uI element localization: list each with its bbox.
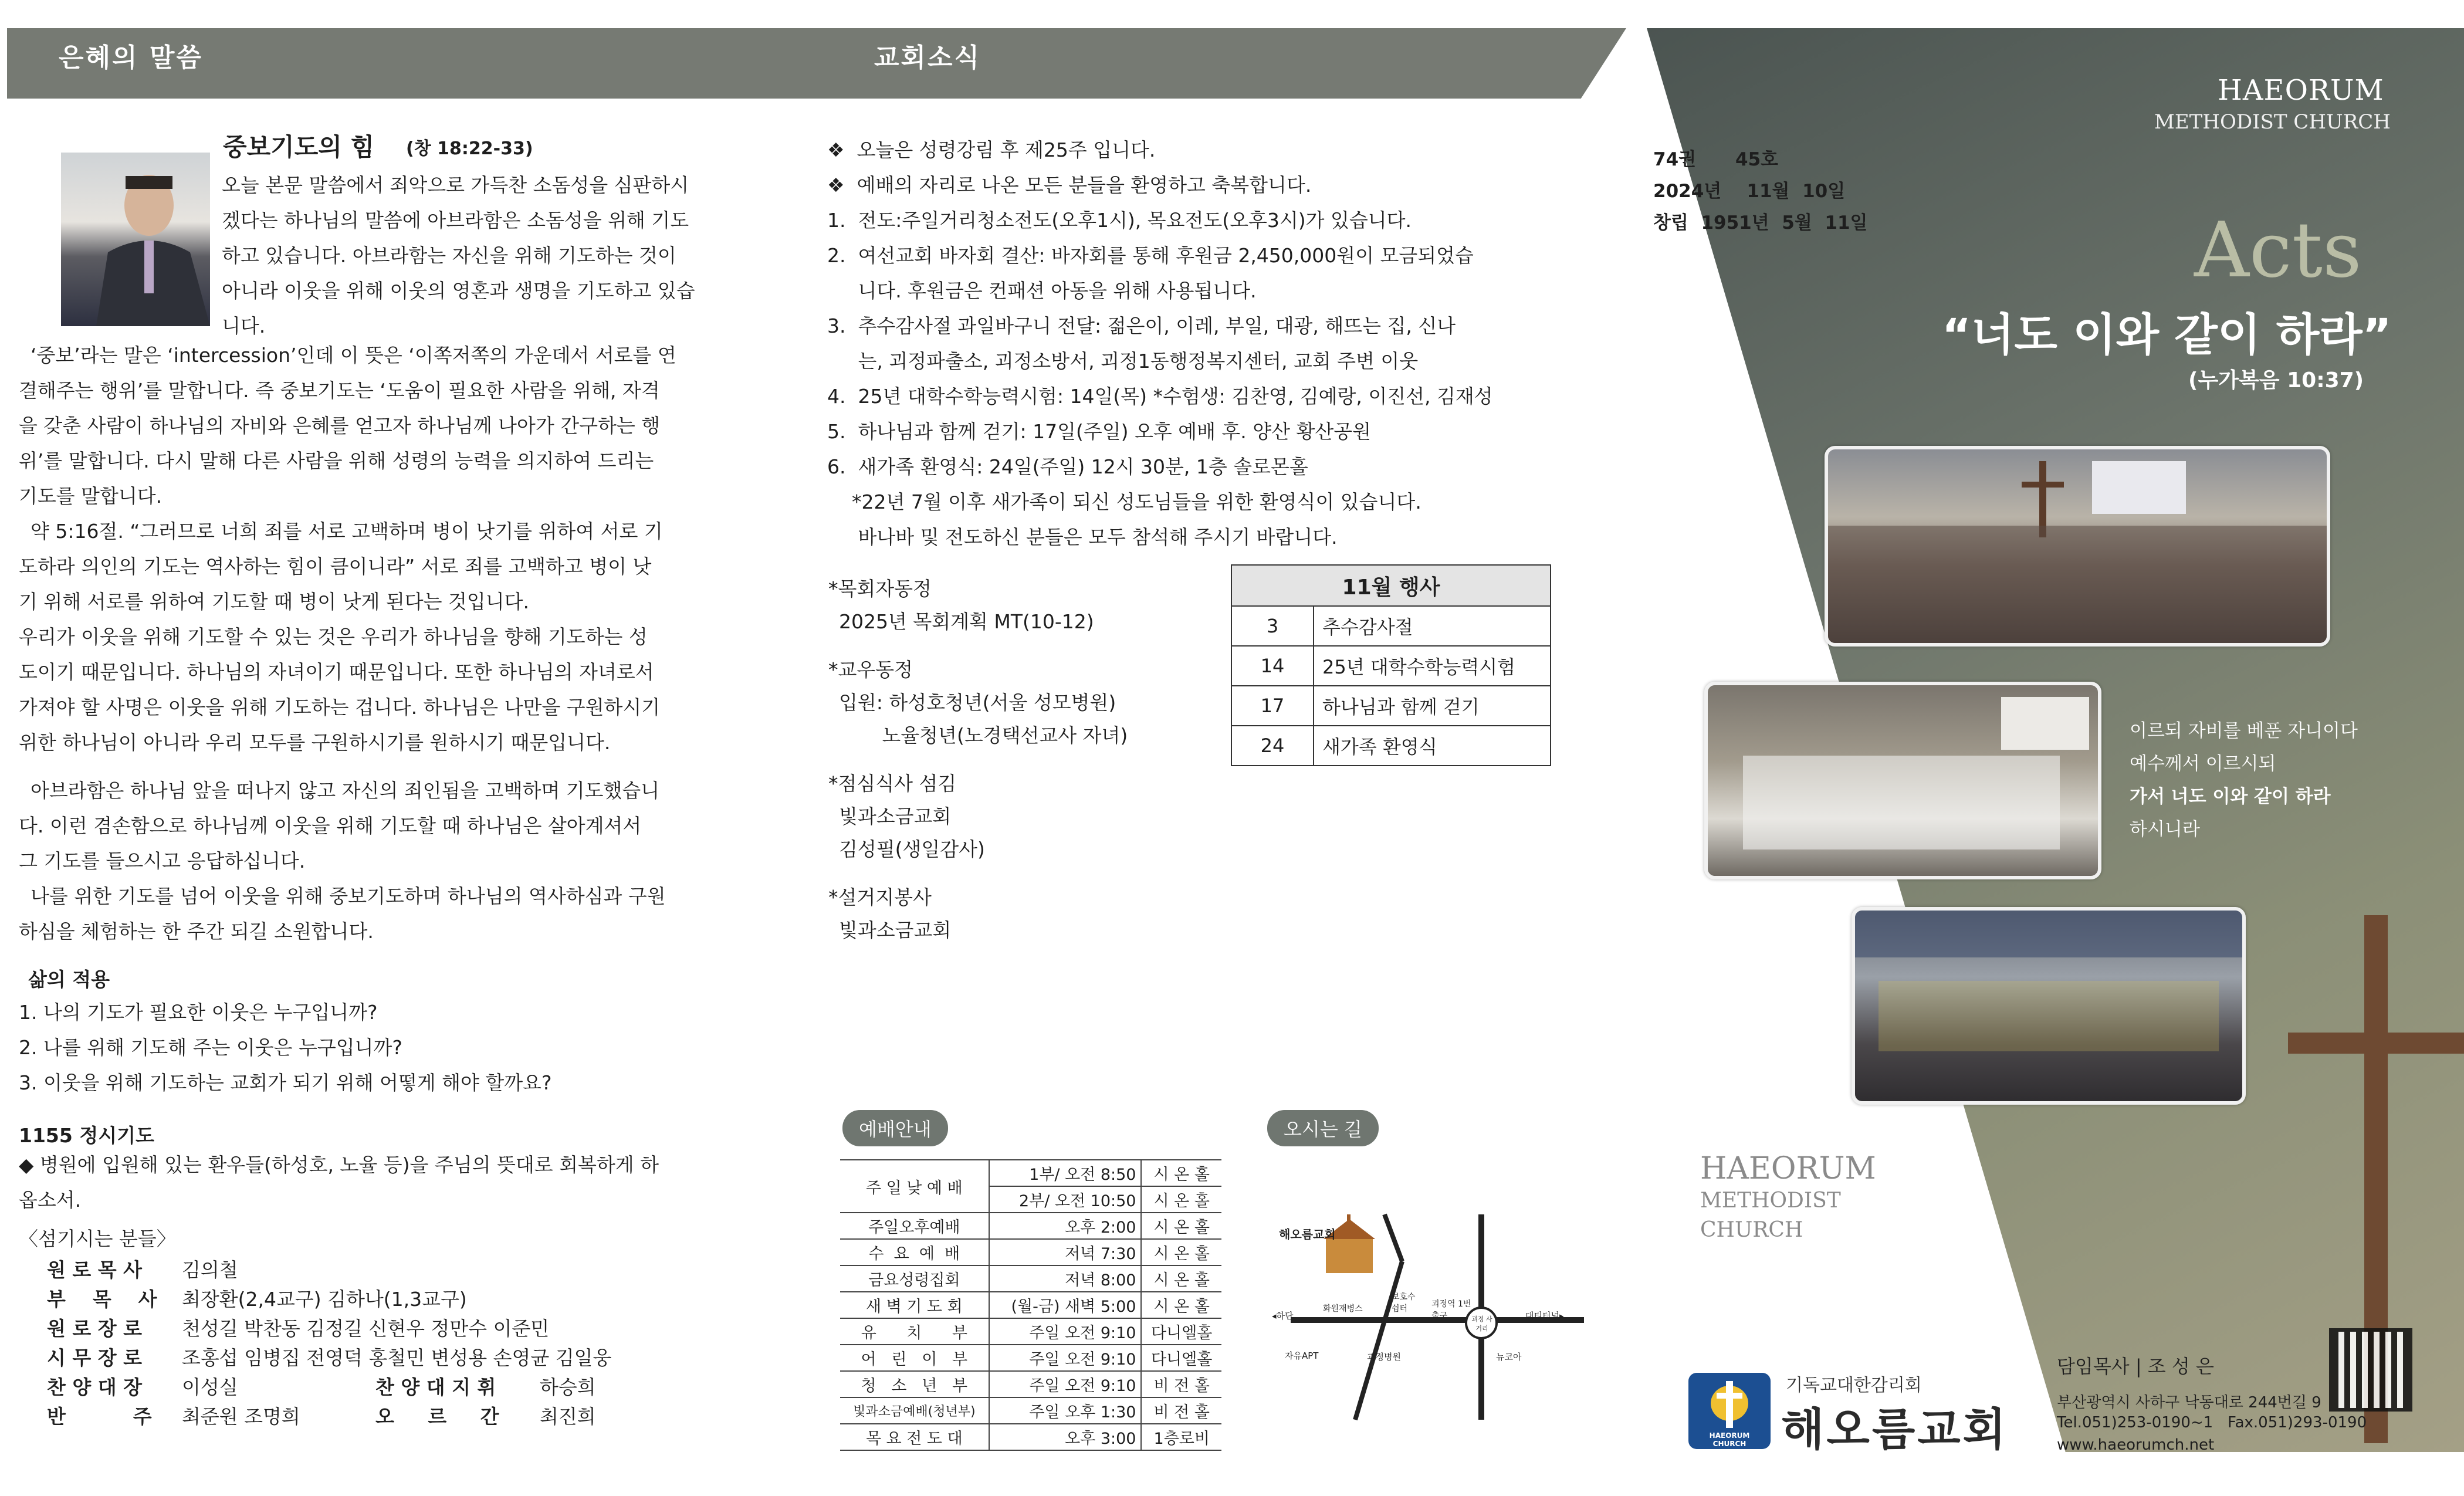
event-name: 25년 대학수학능력시험	[1314, 646, 1551, 686]
church-name: 해오름교회	[1781, 1403, 2009, 1456]
emblem-text: HAEORUM CHURCH	[1709, 1431, 1750, 1448]
congregation-photo	[1825, 446, 2330, 647]
worship-time: 저녁 7:30	[989, 1239, 1142, 1265]
logo-church: CHURCH	[1700, 1218, 1803, 1242]
event-day: 24	[1231, 726, 1314, 766]
servants-title: 〈섬기시는 분들〉	[19, 1227, 176, 1250]
cover-motto-ref: (누가복음 10:37)	[2188, 368, 2364, 392]
worship-time: 오후 3:00	[989, 1424, 1142, 1450]
choir-photo	[1704, 682, 2101, 879]
sermon-line: ‘중보’라는 말은 ‘intercession’인데 이 뜻은 ‘이쪽저쪽의 가운데서 서로를 연	[31, 344, 676, 367]
servant-role: 원 로 목 사	[47, 1258, 142, 1281]
worship-place: 다니엘홀	[1141, 1345, 1221, 1371]
group-line: 2025년 목회계획 MT(10-12)	[839, 610, 1094, 633]
church-emblem-icon	[1688, 1373, 1771, 1449]
sermon-line: 나를 위한 기도를 넘어 이웃을 위해 중보기도하며 하나님의 역사하심과 구원	[31, 885, 666, 908]
sermon-body	[19, 338, 781, 760]
group-title: *점심식사 섬김	[828, 772, 957, 795]
map-label-hwajeong: 화원재병스	[1323, 1304, 1363, 1314]
events-table	[1231, 564, 1551, 766]
news-item: 바나바 및 전도하신 분들은 모두 참석해 주시기 바랍니다.	[827, 526, 1338, 549]
table-row	[840, 1345, 1221, 1371]
group-line: 빛과소금교회	[839, 919, 952, 942]
group-line: 김성필(생일감사)	[839, 838, 985, 861]
issue-number: 45호	[1735, 149, 1779, 170]
worship-time: 1부/ 오전 8:50	[989, 1160, 1142, 1186]
pastor-portrait	[61, 153, 210, 326]
worship-place: 시 온 홀	[1141, 1186, 1221, 1213]
founded-date: 창립 1951년 5월 11일	[1653, 212, 1868, 233]
servant-names: 조홍섭 임병집 전영덕 홍철민 변성용 손영균 김일웅	[182, 1346, 612, 1369]
application-item: 2. 나를 위해 기도해 주는 이웃은 누구입니까?	[19, 1036, 402, 1059]
worship-table	[840, 1159, 1221, 1451]
worship-name: 빛과소금예배(청년부)	[840, 1397, 989, 1424]
sermon-line: 하고 있습니다. 아브라함는 자신을 위해 기도하는 것이	[222, 244, 676, 267]
map-label-hospital: 괴정병원	[1367, 1352, 1401, 1362]
table-row	[840, 1239, 1221, 1265]
verse-line: 가서 너도 이와 같이 하라	[2130, 786, 2331, 807]
verse-line: 예수께서 이르시되	[2130, 753, 2276, 774]
cross-bar	[2288, 1033, 2464, 1054]
table-row	[840, 1213, 1221, 1239]
youth-photo	[1852, 907, 2246, 1105]
event-day: 17	[1231, 686, 1314, 726]
worship-place: 시 온 홀	[1141, 1160, 1221, 1186]
group-line: 노율청년(노경택선교사 자녀)	[839, 724, 1128, 747]
sermon-line: 결해주는 행위’를 말합니다. 즉 중보기도는 ‘도움이 필요한 사람을 위해, 자격	[19, 379, 660, 402]
servant-role: 찬 양 대 지 휘	[375, 1376, 496, 1399]
worship-place: 비 전 홀	[1141, 1371, 1221, 1397]
sermon-intro	[222, 168, 779, 344]
group-line: 입원: 하성호청년(서울 성모병원)	[839, 691, 1116, 714]
worship-place: 다니엘홀	[1141, 1318, 1221, 1345]
servant-names: 천성길 박찬동 김정길 신현우 정만수 이준민	[182, 1317, 550, 1340]
application-item: 3. 이웃을 위해 기도하는 교회가 되기 위해 어떻게 해야 할까요?	[19, 1071, 552, 1094]
servant-names: 이성실	[182, 1376, 238, 1399]
sermon-line: 하심을 체험하는 한 주간 되길 소원합니다.	[19, 920, 374, 943]
sermon-title: 중보기도의 힘	[223, 133, 375, 161]
cover-brand-line1: HAEORUM	[2218, 74, 2384, 107]
directions-label: 오시는 길	[1267, 1110, 1379, 1146]
issue-date: 2024년 11월 10일	[1653, 181, 1846, 202]
sermon-line: 기 위해 서로를 위하여 기도할 때 병이 낫게 된다는 것입니다.	[19, 590, 529, 613]
map-label-station-exit: 괴정역 1번출구	[1431, 1299, 1471, 1321]
news-item: 는, 괴정파출소, 괴정소방서, 괴정1동행정복지센터, 교회 주변 이웃	[827, 350, 1419, 373]
event-day: 14	[1231, 646, 1314, 686]
prayer-line: ◆ 병원에 입원해 있는 환우들(하성호, 노율 등)을 주님의 뜻대로 회복하게 하	[19, 1153, 659, 1176]
qr-code-icon[interactable]	[2329, 1328, 2412, 1412]
sermon-line: 다. 이런 겸손함으로 하나님께 이웃을 위해 기도할 때 하나님은 살아계셔서	[19, 814, 642, 837]
address: 부산광역시 사하구 낙동대로 244번길 9	[2057, 1394, 2321, 1412]
denomination: 기독교대한감리회	[1786, 1375, 1922, 1396]
event-day: 3	[1231, 606, 1314, 646]
worship-place: 1층로비	[1141, 1424, 1221, 1450]
pastor: 담임목사 | 조 성 은	[2057, 1355, 2214, 1377]
sermon-line: 겠다는 하나님의 말씀에 아브라함은 소돔성을 위해 기도	[222, 209, 689, 232]
worship-name: 금요성령집회	[840, 1265, 989, 1292]
servant-names: 최장환(2,4교구) 김하나(1,3교구)	[182, 1288, 467, 1311]
acts-title: Acts	[2194, 205, 2362, 295]
worship-time: 주일 오전 9:10	[989, 1318, 1142, 1345]
news-item: 니다. 후원금은 컨패션 아동을 위해 사용됩니다.	[827, 279, 1257, 302]
news-item: 3. 추수감사절 과일바구니 전달: 젊은이, 이레, 부일, 대광, 해뜨는 집, 신나	[827, 314, 1456, 337]
worship-place: 비 전 홀	[1141, 1397, 1221, 1424]
application-title: 삶의 적용	[28, 968, 110, 991]
table-row	[840, 1371, 1221, 1397]
worship-place: 시 온 홀	[1141, 1239, 1221, 1265]
sermon-line: 위한 하나님이 아니라 우리 모두를 구원하시기를 원하시기 때문입니다.	[19, 731, 611, 754]
verse-line: 이르되 자비를 베푼 자니이다	[2130, 720, 2358, 742]
map-label-jayu: 자유APT	[1285, 1351, 1319, 1361]
worship-name: 수 요 예 배	[840, 1239, 989, 1265]
news-item: 6. 새가족 환영식: 24일(주일) 12시 30분, 1층 솔로몬홀	[827, 455, 1308, 478]
table-row	[840, 1160, 1221, 1186]
group-title: *설거지봉사	[828, 886, 932, 909]
news-item: 4. 25년 대학수학능력시험: 14일(목) *수험생: 김찬영, 김예랑, 이진선, 김재성	[827, 385, 1493, 408]
table-row	[840, 1424, 1221, 1450]
sermon-line: 아니라 이웃을 위해 이웃의 영혼과 생명을 기도하고 있습	[222, 279, 695, 302]
event-name: 추수감사절	[1314, 606, 1551, 646]
header-band	[7, 28, 1626, 99]
youth-image	[1855, 911, 2242, 1101]
news-header: 교회소식	[874, 43, 981, 73]
cover-brand-line2: METHODIST CHURCH	[2154, 110, 2391, 134]
servant-role: 찬 양 대 장	[47, 1376, 142, 1399]
worship-name: 목 요 전 도 대	[840, 1424, 989, 1450]
sermon-line: 기도를 말합니다.	[19, 485, 163, 507]
map-label-daeti: 대티터널▸	[1525, 1311, 1564, 1321]
events-title: 11월 행사	[1231, 565, 1551, 606]
worship-time: 2부/ 오전 10:50	[989, 1186, 1142, 1213]
table-row	[840, 1397, 1221, 1424]
worship-name: 어 린 이 부	[840, 1345, 989, 1371]
news-list	[827, 133, 1493, 555]
servant-names: 하승희	[540, 1376, 596, 1399]
news-item: *22년 7월 이후 새가족이 되신 성도님들을 위한 환영식이 있습니다.	[827, 490, 1421, 513]
sermon-line: 위’를 말합니다. 다시 말해 다른 사람을 위해 성령의 능력을 의지하여 드리는	[19, 449, 654, 472]
sermon-line: 우리가 이웃을 위해 기도할 수 있는 것은 우리가 하나님을 향해 기도하는 성	[19, 625, 648, 648]
logo-haeorum: HAEORUM	[1700, 1151, 1876, 1186]
prayer-text	[19, 1148, 659, 1218]
servant-role: 원 로 장 로	[47, 1317, 142, 1340]
group-title: *교우동정	[828, 658, 913, 681]
choir-image	[1708, 685, 2098, 876]
sermon-line: 도이기 때문입니다. 하나님의 자녀이기 때문입니다. 또한 하나님의 자녀로서	[19, 661, 654, 683]
sermon-line: 도하라 의인의 기도는 역사하는 힘이 큼이니라” 서로 죄를 고백하고 병이 낫	[19, 555, 652, 578]
logo-methodist: METHODIST	[1700, 1189, 1841, 1213]
directions-map	[1267, 1197, 1596, 1431]
worship-time: 오후 2:00	[989, 1213, 1142, 1239]
table-row	[1231, 646, 1551, 686]
event-name: 하나님과 함께 걷기	[1314, 686, 1551, 726]
worship-name: 주 일 낮 예 배	[840, 1160, 989, 1213]
sermon-line: 오늘 본문 말씀에서 죄악으로 가득찬 소돔성을 심판하시	[222, 174, 689, 197]
sermon-reference: (창 18:22-33)	[406, 138, 533, 159]
worship-time: 주일 오후 1:30	[989, 1397, 1142, 1424]
worship-place: 시 온 홀	[1141, 1265, 1221, 1292]
sermon-line: 니다.	[222, 314, 266, 337]
worship-name: 청 소 년 부	[840, 1371, 989, 1397]
prayer-line: 옵소서.	[19, 1189, 82, 1211]
news-groups	[828, 573, 1128, 947]
news-item: 1. 전도:주일거리청소전도(오후1시), 목요전도(오후3시)가 있습니다.	[827, 209, 1412, 232]
sermon-conclusion	[19, 773, 781, 949]
worship-name: 유 치 부	[840, 1318, 989, 1345]
map-label-intersection: 괴정 사거리	[1471, 1315, 1492, 1332]
map-label-boho: 보호수 쉼터	[1392, 1292, 1416, 1314]
map-label-church: 해오름교회	[1279, 1227, 1336, 1241]
servant-role: 부 목 사	[47, 1288, 157, 1311]
news-item: ❖ 예배의 자리로 나온 모든 분들을 환영하고 축복합니다.	[827, 174, 1312, 197]
table-row	[1231, 606, 1551, 646]
servant-names: 최준원 조명희	[182, 1405, 300, 1428]
volume: 74권	[1653, 149, 1697, 170]
worship-label: 예배안내	[842, 1110, 948, 1146]
sermon-line: 을 갖춘 사람이 하나님의 자비와 은혜를 얻고자 하나님께 나아가 간구하는 행	[19, 414, 661, 437]
group-title: *목회자동정	[828, 577, 932, 600]
application-item: 1. 나의 기도가 필요한 이웃은 누구입니까?	[19, 1001, 378, 1024]
sermon-line: 아브라함은 하나님 앞을 떠나지 않고 자신의 죄인됨을 고백하며 기도했습니	[31, 779, 660, 802]
sermon-line: 그 기도를 들으시고 응답하십니다.	[19, 849, 306, 872]
servant-role: 시 무 장 로	[47, 1346, 142, 1369]
servant-names: 김의철	[182, 1258, 238, 1281]
phone-fax: Tel.051)253-0190~1 Fax.051)293-0190	[2057, 1414, 2367, 1431]
servants-list	[47, 1255, 611, 1431]
prayer-title: 1155 정시기도	[19, 1124, 154, 1147]
cover-verse	[2130, 715, 2358, 846]
website[interactable]: www.haeorumch.net	[2057, 1436, 2215, 1454]
sermon-line: 약 5:16절. “그러므로 너희 죄를 서로 고백하며 병이 낫기를 위하여 서로 기	[31, 520, 663, 543]
grace-header: 은혜의 말씀	[59, 43, 203, 73]
table-row	[1231, 686, 1551, 726]
table-row	[840, 1318, 1221, 1345]
portrait-image	[61, 153, 210, 326]
verse-line: 하시니라	[2130, 819, 2200, 840]
cover-motto: “너도 이와 같이 하라”	[1942, 309, 2392, 361]
sermon-line: 가져야 할 사명은 이웃을 위해 기도하는 겁니다. 하나님은 나만을 구원하시기	[19, 696, 661, 719]
worship-place: 시 온 홀	[1141, 1213, 1221, 1239]
news-item: 5. 하나님과 함께 걷기: 17일(주일) 오후 예배 후. 양산 황산공원	[827, 420, 1372, 443]
worship-time: 주일 오전 9:10	[989, 1345, 1142, 1371]
news-item: ❖ 오늘은 성령강림 후 제25주 입니다.	[827, 138, 1156, 161]
servant-names: 최진희	[540, 1405, 596, 1428]
table-row	[1231, 726, 1551, 766]
servant-role: 반 주	[47, 1405, 152, 1428]
event-name: 새가족 환영식	[1314, 726, 1551, 766]
map-label-hadan: ◂하단	[1272, 1311, 1294, 1321]
congregation-image	[1828, 449, 2327, 643]
worship-time: 저녁 8:00	[989, 1265, 1142, 1292]
news-item: 2. 여선교회 바자회 결산: 바자회를 통해 후원금 2,450,000원이 모금되었습	[827, 244, 1474, 267]
application-list	[19, 995, 551, 1101]
group-line: 빛과소금교회	[839, 805, 952, 828]
table-row	[840, 1292, 1221, 1318]
servant-role: 오 르 간	[375, 1405, 499, 1428]
worship-place: 시 온 홀	[1141, 1292, 1221, 1318]
table-row	[840, 1265, 1221, 1292]
map-label-newcore: 뉴코아	[1496, 1352, 1522, 1362]
worship-time: 주일 오전 9:10	[989, 1371, 1142, 1397]
worship-name: 새 벽 기 도 회	[840, 1292, 989, 1318]
worship-time: (월-금) 새벽 5:00	[989, 1292, 1142, 1318]
worship-name: 주일오후예배	[840, 1213, 989, 1239]
